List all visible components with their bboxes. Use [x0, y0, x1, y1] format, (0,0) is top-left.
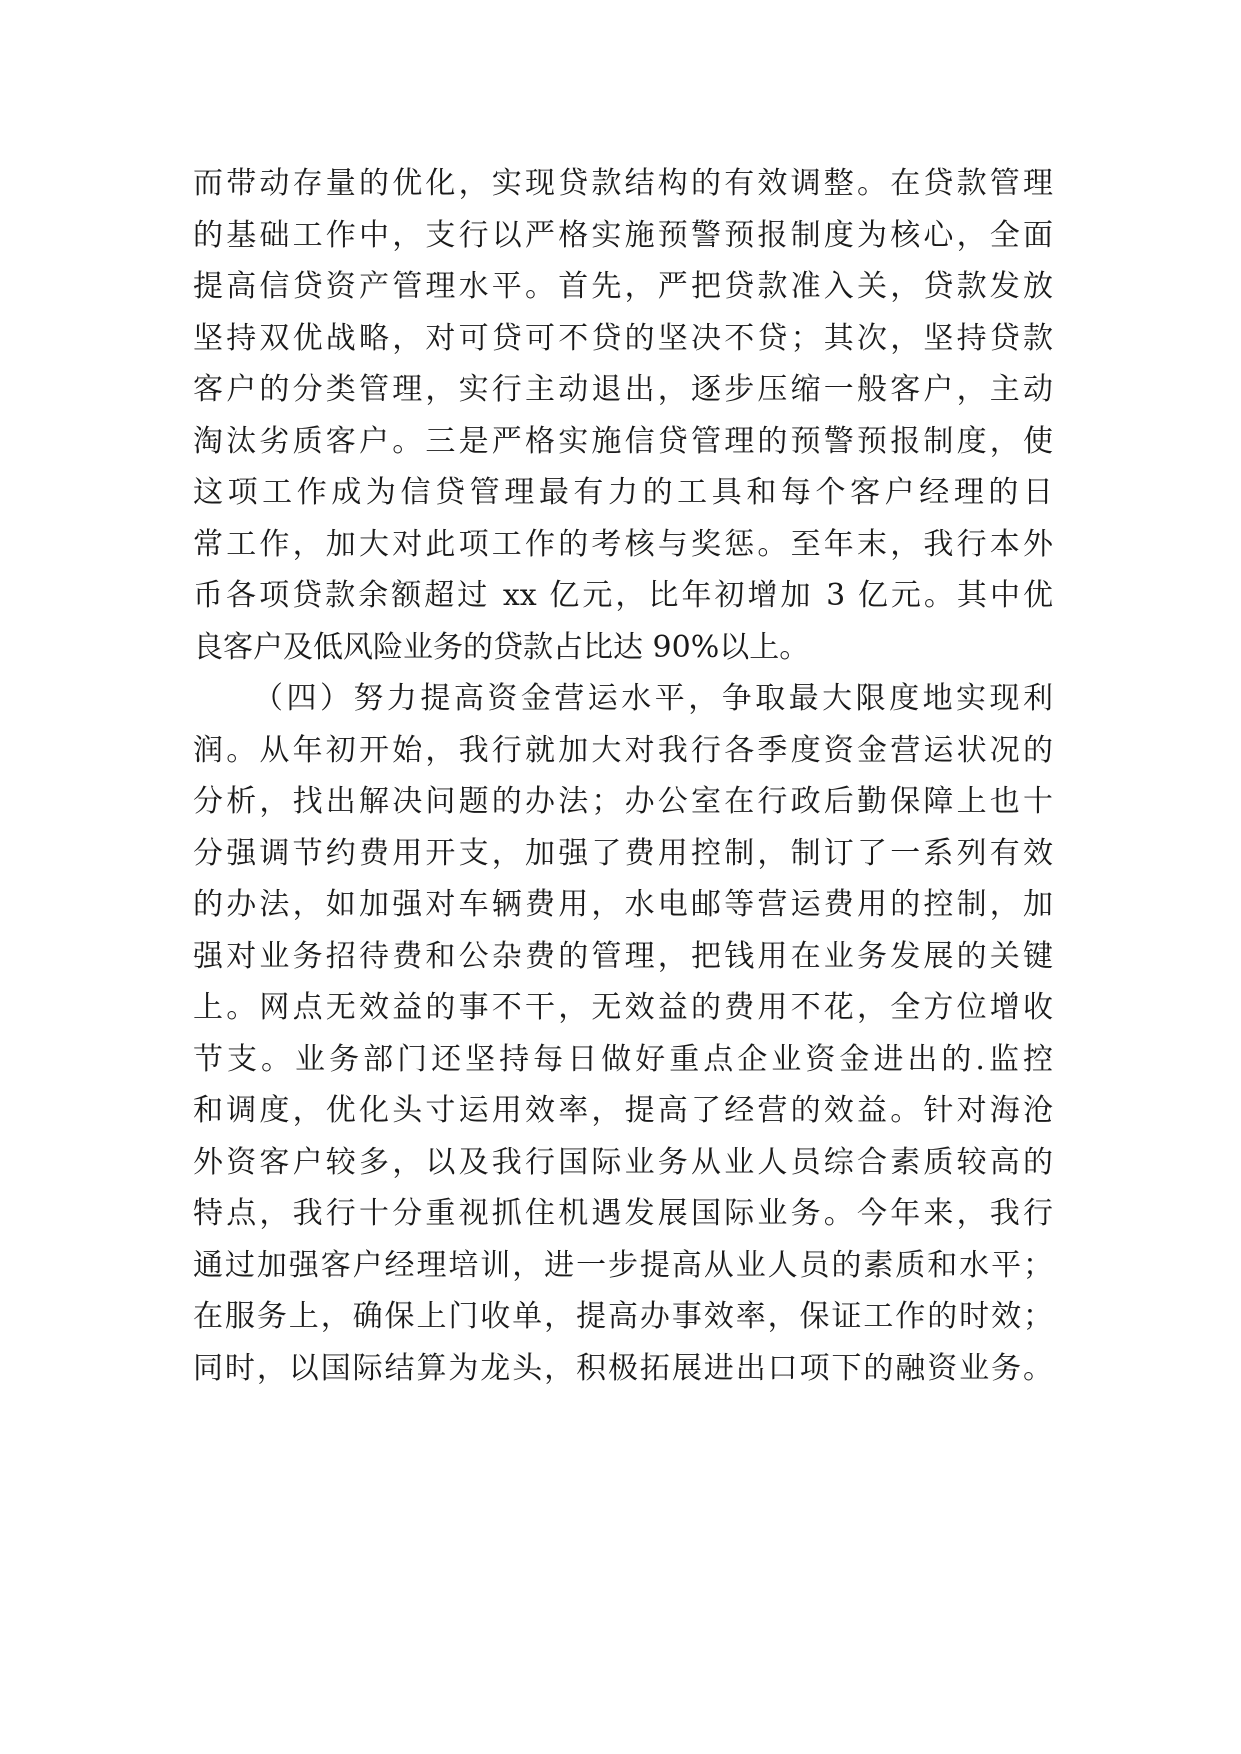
body-text: [193, 158, 1053, 1394]
text-line: 而带动存量的优化，实现贷款结构的有效调整。在贷款管理: [193, 166, 1053, 201]
text-line: 的基础工作中，支行以严格实施预警预报制度为核心，全面: [193, 217, 1053, 253]
text-line: 在服务上，确保上门收单，提高办事效率，保证工作的时效；: [193, 1299, 1053, 1334]
text-line: 提高信贷资产管理水平。首先，严把贷款准入关，贷款发放: [193, 269, 1053, 304]
text-line: 节支。业务部门还坚持每日做好重点企业资金进出的.监控: [193, 1041, 1053, 1077]
text-line: 润。从年初开始，我行就加大对我行各季度资金营运状况的: [193, 732, 1053, 768]
text-line: 分析，找出解决问题的办法；办公室在行政后勤保障上也十: [193, 784, 1053, 819]
text-line: 特点，我行十分重视抓住机遇发展国际业务。今年来，我行: [193, 1196, 1053, 1231]
text-line: 客户的分类管理，实行主动退出，逐步压缩一般客户，主动: [193, 372, 1053, 407]
section-heading-line: （四）努力提高资金营运水平，争取最大限度地实现利: [253, 681, 1053, 716]
text-line: 良客户及低风险业务的贷款占比达 90%以上。: [193, 629, 810, 665]
text-line: 通过加强客户经理培训，进一步提高从业人员的素质和水平；: [193, 1247, 1053, 1283]
text-line: 币各项贷款余额超过 xx 亿元，比年初增加 3 亿元。其中优: [193, 578, 1053, 613]
text-line: 同时，以国际结算为龙头，积极拓展进出口项下的融资业务。: [193, 1350, 1053, 1386]
text-line: 上。网点无效益的事不干，无效益的费用不花，全方位增收: [193, 990, 1053, 1025]
text-line: 这项工作成为信贷管理最有力的工具和每个客户经理的日: [193, 475, 1053, 510]
text-line: 常工作，加大对此项工作的考核与奖惩。至年末，我行本外: [193, 526, 1053, 562]
text-line: 坚持双优战略，对可贷可不贷的坚决不贷；其次，坚持贷款: [193, 320, 1053, 356]
text-line: 和调度，优化头寸运用效率，提高了经营的效益。针对海沧: [193, 1093, 1053, 1128]
text-line: 强对业务招待费和公杂费的管理，把钱用在业务发展的关键: [193, 938, 1053, 974]
text-line: 外资客户较多，以及我行国际业务从业人员综合素质较高的: [193, 1144, 1053, 1180]
text-line: 淘汰劣质客户。三是严格实施信贷管理的预警预报制度，使: [193, 423, 1053, 459]
text-line: 分强调节约费用开支，加强了费用控制，制订了一系列有效: [193, 835, 1053, 871]
text-line: 的办法，如加强对车辆费用，水电邮等营运费用的控制，加: [193, 887, 1053, 922]
